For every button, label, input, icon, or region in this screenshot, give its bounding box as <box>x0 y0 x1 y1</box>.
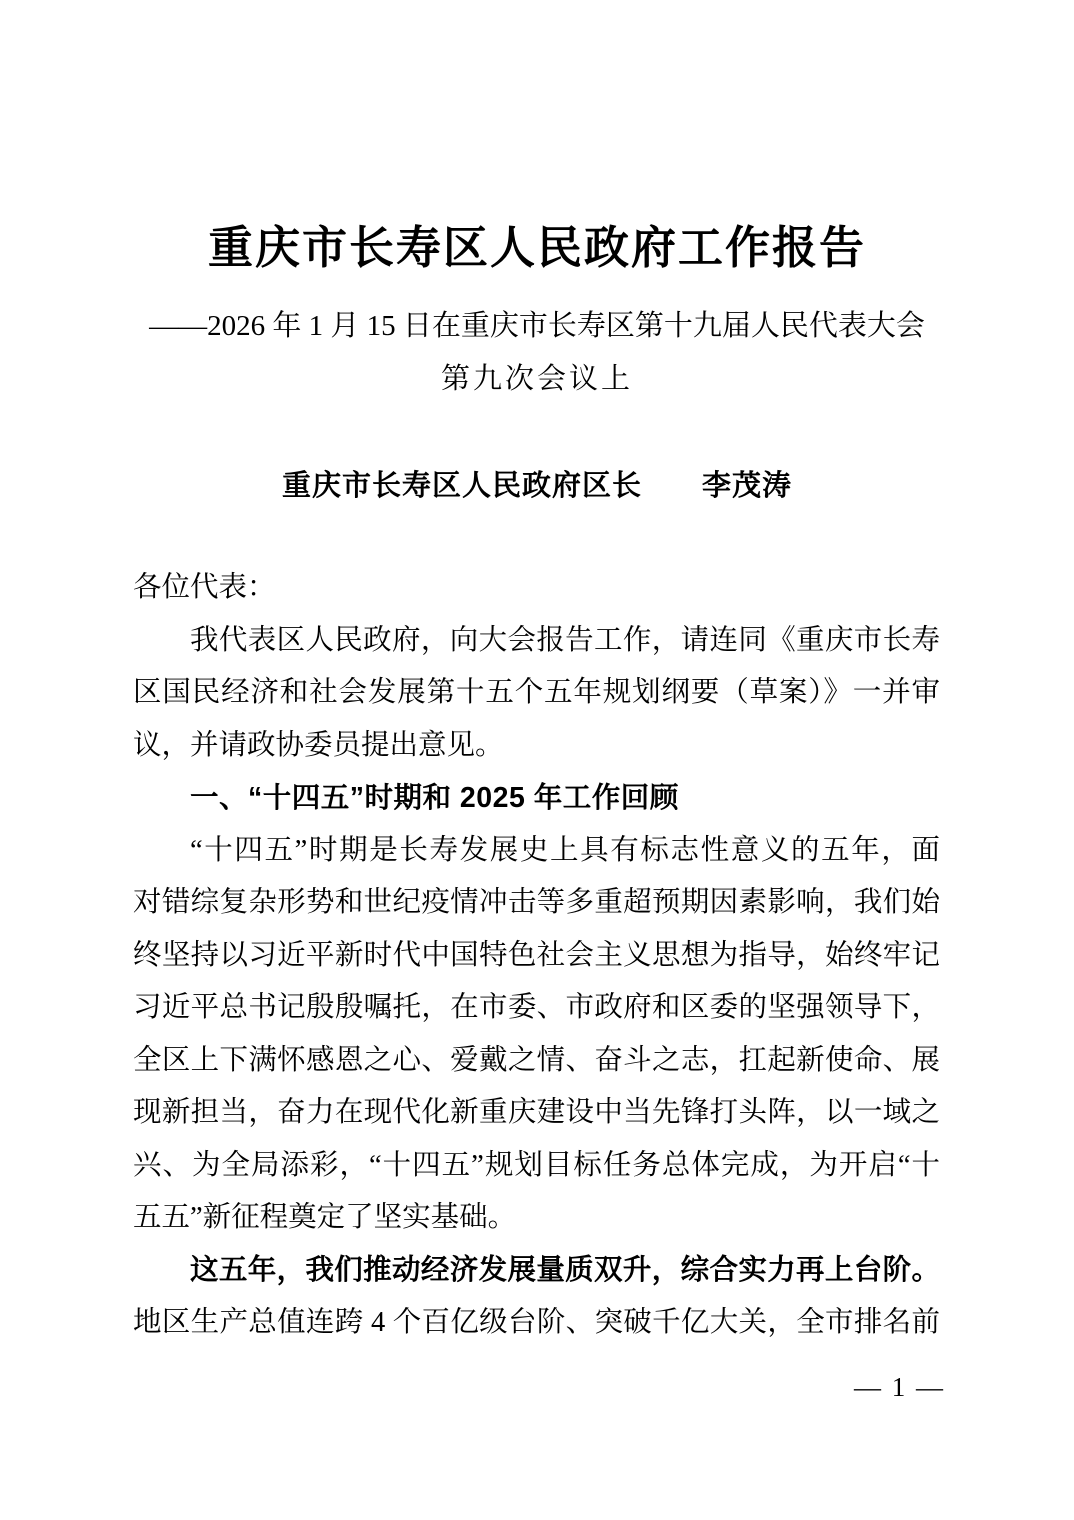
document-title: 重庆市长寿区人民政府工作报告 <box>207 223 866 274</box>
subtitle-line-1: ——2026 年 1 月 15 日在重庆市长寿区第十九届人民代表大会 <box>149 310 925 342</box>
section-1-heading: 一、“十四五”时期和 2025 年工作回顾 <box>190 782 679 814</box>
document-body <box>133 562 940 1350</box>
paragraph-1-line-2: 区国民经济和社会发展第十五个五年规划纲要（草案）》一并审 <box>133 677 940 708</box>
paragraph-2-line-7: 兴、为全局添彩，“十四五”规划目标任务总体完成，为开启“十 <box>133 1149 940 1181</box>
paragraph-2-line-4: 习近平总书记殷殷嘱托，在市委、市政府和区委的坚强领导下， <box>133 992 940 1023</box>
presenter-line: 重庆市长寿区人民政府区长 李茂涛 <box>281 470 792 502</box>
paragraph-2-line-5: 全区上下满怀感恩之心、爱戴之情、奋斗之志，扛起新使命、展 <box>133 1044 940 1076</box>
subtitle-line-2: 第九次会议上 <box>440 363 633 395</box>
paragraph-2-line-3: 终坚持以习近平新时代中国特色社会主义思想为指导，始终牢记 <box>133 939 940 971</box>
paragraph-3-lead-bold: 这五年，我们推动经济发展量质双升，综合实力再上台阶。 <box>190 1254 940 1286</box>
salutation: 各位代表： <box>133 572 276 603</box>
paragraph-2-line-2: 对错综复杂形势和世纪疫情冲击等多重超预期因素影响，我们始 <box>133 887 940 918</box>
paragraph-1-line-3: 议，并请政协委员提出意见。 <box>133 729 504 761</box>
paragraph-2-line-1: “十四五”时期是长寿发展史上具有标志性意义的五年，面 <box>190 834 940 866</box>
paragraph-1-line-1: 我代表区人民政府，向大会报告工作，请连同《重庆市长寿 <box>190 624 940 656</box>
paragraph-3-line-2: 地区生产总值连跨 4 个百亿级台阶、突破千亿大关，全市排名前 <box>133 1307 940 1338</box>
paragraph-2-line-8: 五五”新征程奠定了坚实基础。 <box>133 1202 517 1233</box>
paragraph-2-line-6: 现新担当，奋力在现代化新重庆建设中当先锋打头阵，以一域之 <box>133 1097 940 1128</box>
page-number: — 1 — <box>854 1372 945 1402</box>
